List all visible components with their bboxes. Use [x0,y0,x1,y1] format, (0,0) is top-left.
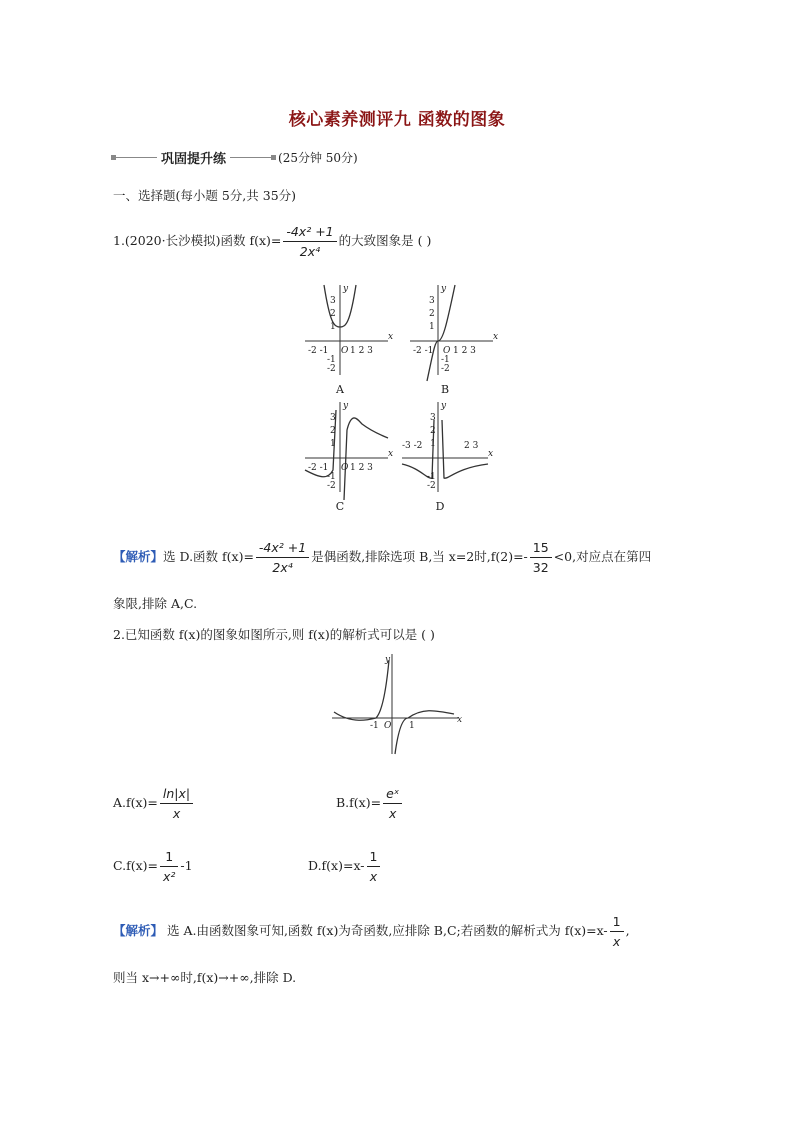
svg-text:y: y [385,655,391,665]
svg-text:-2: -2 [441,364,450,374]
section-label: 巩固提升练 [161,151,227,167]
fraction: $\frac{1}{x}$ [367,847,381,886]
graph-d [400,400,495,518]
graph-b [405,283,500,401]
svg-text:-1: -1 [327,472,336,482]
svg-text:-2: -2 [427,481,436,491]
svg-text:-2: -2 [327,481,336,491]
graph-c-label: C [335,500,345,513]
svg-text:3: 3 [330,413,336,423]
svg-text:3: 3 [429,296,435,306]
svg-text:2: 2 [430,426,436,436]
svg-text:x: x [388,449,394,459]
fraction: $\frac{\ln|x|}{x}$ [160,784,193,823]
divider [113,157,157,158]
svg-text:y: y [343,401,349,411]
section-time: (25分钟 50分) [278,150,358,165]
svg-text:-2 -1: -2 -1 [308,463,329,473]
svg-text:-1: -1 [427,472,436,482]
fraction: $\frac{\text{-4x² +1}}{\text{2x⁴}}$ [283,222,336,261]
analysis-tag: 【解析】 [113,549,164,564]
graph-c [300,400,395,518]
svg-text:-2: -2 [327,364,336,374]
svg-text:2: 2 [330,309,336,319]
graph-a [300,283,395,401]
part-heading: 一、选择题(每小题 5分,共 35分) [113,188,297,203]
svg-text:O: O [443,346,451,356]
option-a: A.f(x)= $\frac{\ln|x|}{x}$ [113,784,195,823]
svg-text:1 2 3: 1 2 3 [350,346,373,356]
svg-text:x: x [388,332,394,342]
question-1-prefix: 1.(2020·长沙模拟)函数 f(x)= [113,233,282,248]
question-1-suffix: 的大致图象是 ( ) [338,233,432,248]
svg-text:O: O [341,463,349,473]
divider [230,157,274,158]
fraction: $\frac{15}{32}$ [530,538,552,577]
svg-text:-1: -1 [370,721,379,731]
svg-text:O: O [384,721,392,731]
fraction: $\frac{1}{x}$ [610,912,624,951]
fraction: $\frac{1}{\text{x²}}$ [160,847,178,886]
svg-text:1: 1 [330,322,336,332]
svg-text:1: 1 [429,322,435,332]
graph-d-label: D [435,500,445,513]
graph-q2 [330,652,465,757]
svg-text:-2 -1: -2 -1 [308,346,329,356]
svg-text:-3 -2: -3 -2 [402,441,423,451]
svg-text:1 2 3: 1 2 3 [350,463,373,473]
option-c: C.f(x)= $\frac{1}{\text{x²}}$ -1 [113,849,193,884]
svg-text:3: 3 [430,413,436,423]
svg-text:y: y [343,284,349,294]
page-title: 核心素养测评九 函数的图象 [288,110,506,130]
option-d: D.f(x)=x- $\frac{1}{x}$ [308,847,382,886]
svg-text:3: 3 [330,296,336,306]
svg-text:2 3: 2 3 [464,441,479,451]
svg-text:x: x [457,715,463,725]
analysis-2-line2: 则当 x→+∞时,f(x)→+∞,排除 D. [113,970,297,985]
analysis-2: 【解析】 选 A.由函数图象可知,函数 f(x)为奇函数,应排除 B,C;若函数的解析式为 f(x)=x- $\frac{1}{x}$ , [113,914,630,949]
svg-text:-1: -1 [327,355,336,365]
analysis-1-line2: 象限,排除 A,C. [113,596,198,611]
svg-text:2: 2 [429,309,435,319]
svg-text:1: 1 [430,439,436,449]
section-header [113,147,358,167]
option-b: B.f(x)= $\frac{\text{eˣ}}{x}$ [336,784,404,823]
svg-text:-2 -1: -2 -1 [413,346,434,356]
fraction: $\frac{\text{eˣ}}{x}$ [383,784,402,823]
svg-text:1: 1 [330,439,336,449]
svg-text:y: y [441,284,447,294]
svg-text:x: x [493,332,499,342]
svg-text:y: y [441,401,447,411]
svg-text:O: O [341,346,349,356]
svg-text:x: x [488,449,494,459]
graph-b-label: B [440,383,450,396]
analysis-tag: 【解析】 [113,923,164,938]
fraction: $\frac{\text{-4x² +1}}{\text{2x⁴}}$ [256,538,309,577]
question-2: 2.已知函数 f(x)的图象如图所示,则 f(x)的解析式可以是 ( ) [113,627,435,642]
svg-text:1: 1 [409,721,415,731]
svg-text:2: 2 [330,426,336,436]
question-1 [113,222,431,261]
svg-text:-1: -1 [441,355,450,365]
svg-text:1 2 3: 1 2 3 [453,346,476,356]
analysis-1: 【解析】选 D.函数 f(x)= $\frac{\text{-4x² +1}}{\text{2x⁴}}$ 是偶函数,排除选项 B,当 x=2时,f(2)=- $\frac{15}{32}$ <0,对应点在第四 [113,540,652,575]
graph-a-label: A [336,383,344,396]
